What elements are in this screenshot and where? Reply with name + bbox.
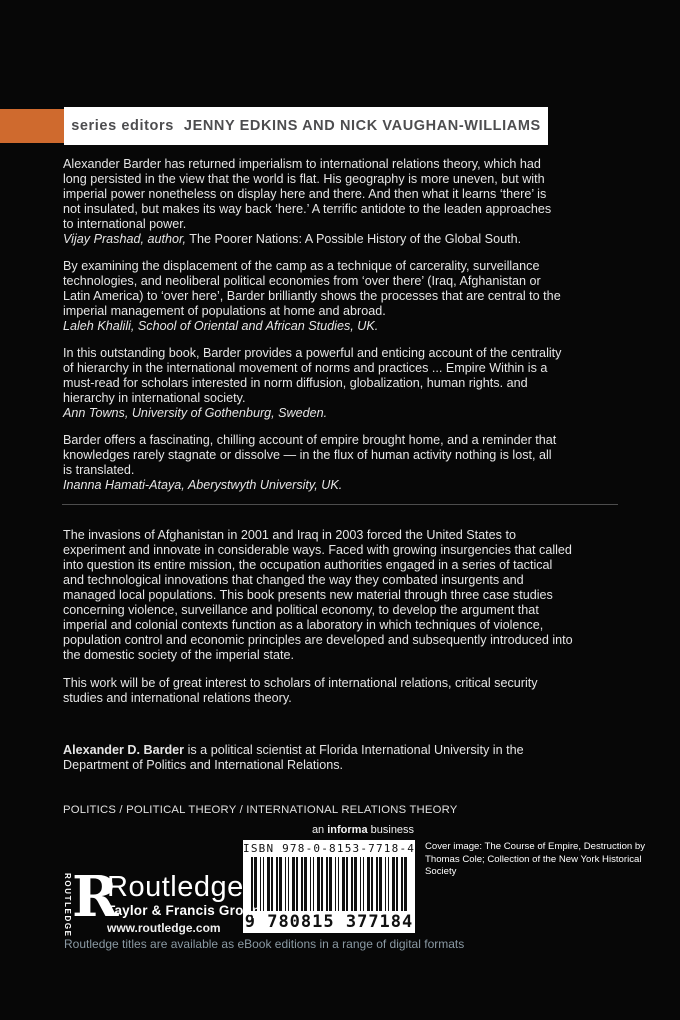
series-editors-strip (64, 107, 548, 145)
endorsement-quotes (63, 157, 563, 505)
quote-text: Alexander Barder has returned imperialism to international relations theory, which had long persisted in the view that the world is flat. His geography is more uneven, but with imperial power nonetheless on display here and there. And then what it learns ‘there’ is not insulated, but makes its way back ‘here.’ A terrific antidote to the leaden approaches to international power. (63, 157, 552, 231)
attribution-name: Ann Towns, University of Gothenburg, Sweden. (63, 406, 328, 420)
series-editors-label: series editors (71, 118, 174, 134)
author-bio-text: is a political scientist at Florida International University in the Department of Politics and International Relations. (63, 743, 524, 772)
series-editors-bar (0, 107, 680, 145)
publisher-logo-text (107, 872, 260, 935)
section-divider-line (62, 504, 618, 505)
attribution-name: Vijay Prashad, author, (63, 232, 186, 246)
quote-text: By examining the displacement of the camp as a technique of carcerality, surveillance technologies, and neoliberal political economies from ‘over there’ (Iraq, Afghanistan or Latin America) to ‘over here’, Barder brilliantly shows the processes that are central to the imperial management of populations at home and abroad. (63, 259, 561, 318)
quote-attribution (63, 319, 563, 334)
endorsement-quote (63, 259, 563, 334)
cover-image-credit: Cover image: The Course of Empire, Destruction by Thomas Cole; Collection of the New York Historical Society (425, 841, 646, 877)
informa-business-line (243, 824, 483, 836)
author-bio (63, 743, 575, 773)
attribution-name: Laleh Khalili, School of Oriental and African Studies, UK. (63, 319, 379, 333)
barcode-bars (251, 857, 407, 911)
publisher-group: Taylor & Francis Group (107, 903, 261, 918)
informa-prefix: an (311, 824, 328, 836)
quote-text: Barder offers a fascinating, chilling account of empire brought home, and a reminder that knowledges rarely stagnate or dissolve — in the flux of human activity nothing is lost, all is translated. (63, 433, 557, 477)
quote-attribution (63, 232, 563, 247)
attribution-work: The Poorer Nations: A Possible History of the Global South. (186, 232, 522, 246)
isbn-label: ISBN 978-0-8153-7718-4 (243, 842, 415, 855)
series-editors-names: JENNY EDKINS AND NICK VAUGHAN-WILLIAMS (183, 118, 541, 134)
publisher-name: Routledge (107, 871, 244, 903)
quote-attribution (63, 406, 563, 421)
endorsement-quote (63, 346, 563, 421)
quote-text: In this outstanding book, Barder provides a powerful and enticing account of the centrality of hierarchy in the international movement of norms and practices ... Empire Within is a must-read for scholars interested in norm diffusion, globalization, human rights. and hierarchy in international society. (63, 346, 562, 405)
quote-attribution (63, 478, 563, 493)
routledge-r-logo-icon: R (72, 864, 119, 930)
barcode-digits: 9 780815 377184 (244, 912, 414, 932)
informa-suffix: business (367, 824, 415, 836)
book-description (63, 528, 575, 719)
subject-categories: POLITICS / POLITICAL THEORY / INTERNATIONAL RELATIONS THEORY (63, 804, 458, 816)
ebook-availability-note: Routledge titles are available as eBook editions in a range of digital formats (64, 937, 465, 951)
informa-wordmark: informa (327, 824, 368, 836)
publisher-website: www.routledge.com (107, 921, 221, 935)
description-interest-paragraph: This work will be of great interest to scholars of international relations, critical security studies and international relations theory. (63, 676, 538, 705)
attribution-name: Inanna Hamati-Ataya, Aberystwyth University, UK. (63, 478, 343, 492)
routledge-vertical-wordmark: ROUTLEDGE (63, 873, 72, 938)
endorsement-quote (63, 157, 563, 247)
description-paragraph: The invasions of Afghanistan in 2001 and Iraq in 2003 forced the United States to experiment and innovate in considerable ways. Faced with growing insurgencies that called into question its entire mission, the occupation authorities engaged in a series of tactical and technological innovations that changed the way they combated insurgents and managed local populations. This book presents new material through three case studies concerning violence, surveillance and political economy, to develop the argument that imperial and colonial contexts function as a laboratory in which techniques of violence, population control and economic principles are developed and subsequently introduced into the domestic society of the imperial state. (63, 528, 573, 662)
isbn-barcode (243, 840, 415, 933)
orange-accent-block (0, 109, 64, 143)
author-name: Alexander D. Barder (63, 743, 185, 757)
endorsement-quote (63, 433, 563, 493)
